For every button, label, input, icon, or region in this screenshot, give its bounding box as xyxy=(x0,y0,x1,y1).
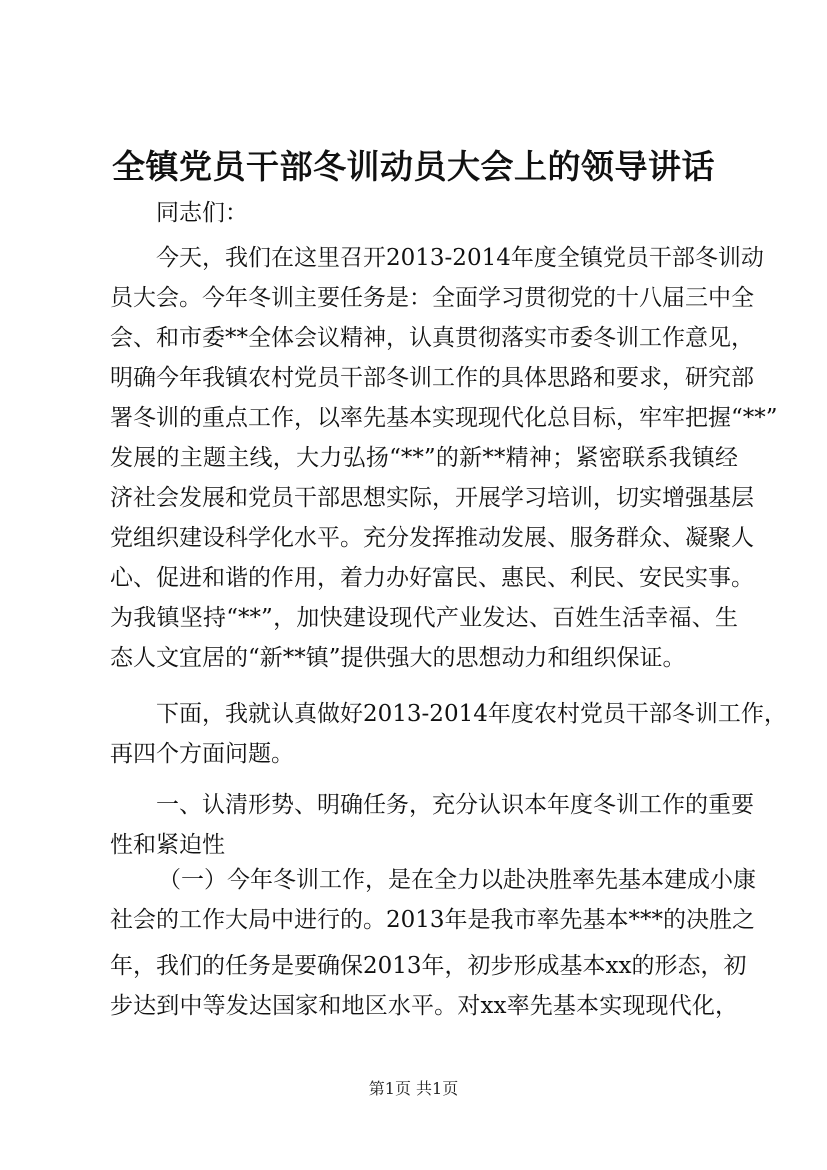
body-line: 年，我们的任务是要确保2013年，初步形成基本xx的形态，初 xyxy=(110,953,747,979)
body-line: 党组织建设科学化水平。充分发挥推动发展、服务群众、凝聚人 xyxy=(110,525,754,551)
salutation-line: 同志们： xyxy=(156,200,248,226)
section-heading-line: 一、认清形势、明确任务，充分认识本年度冬训工作的重要 xyxy=(156,792,754,818)
document-title: 全镇党员干部冬训动员大会上的领导讲话 xyxy=(112,147,715,186)
section-heading-line: 性和紧迫性 xyxy=(110,832,225,858)
body-line: 今天，我们在这里召开2013-2014年度全镇党员干部冬训动 xyxy=(156,245,764,271)
body-line: （一）今年冬训工作，是在全力以赴决胜率先基本建成小康 xyxy=(158,867,756,893)
body-line: 下面，我就认真做好2013-2014年度农村党员干部冬训工作， xyxy=(156,701,787,727)
body-line: 心、促进和谐的作用，着力办好富民、惠民、利民、安民实事。 xyxy=(110,565,754,591)
body-line: 署冬训的重点工作，以率先基本实现现代化总目标，牢牢把握“**” xyxy=(110,405,778,431)
page-number-footer: 第1页 共1页 xyxy=(368,1079,459,1098)
body-line: 济社会发展和党员干部思想实际，开展学习培训，切实增强基层 xyxy=(110,485,754,511)
body-line: 员大会。今年冬训主要任务是：全面学习贯彻党的十八届三中全 xyxy=(110,285,754,311)
body-line: 态人文宜居的“新**镇”提供强大的思想动力和组织保证。 xyxy=(110,645,686,671)
body-line: 再四个方面问题。 xyxy=(110,741,294,767)
body-line: 会、和市委**全体会议精神，认真贯彻落实市委冬训工作意见， xyxy=(110,325,754,351)
body-line: 为我镇坚持“**”，加快建设现代产业发达、百姓生活幸福、生 xyxy=(110,605,738,631)
body-line: 发展的主题主线，大力弘扬“**”的新**精神；紧密联系我镇经 xyxy=(110,445,738,471)
body-line: 社会的工作大局中进行的。2013年是我市率先基本***的决胜之 xyxy=(110,907,756,933)
body-line: 明确今年我镇农村党员干部冬训工作的具体思路和要求，研究部 xyxy=(110,365,754,391)
body-line: 步达到中等发达国家和地区水平。对xx率先基本实现现代化， xyxy=(110,993,738,1019)
